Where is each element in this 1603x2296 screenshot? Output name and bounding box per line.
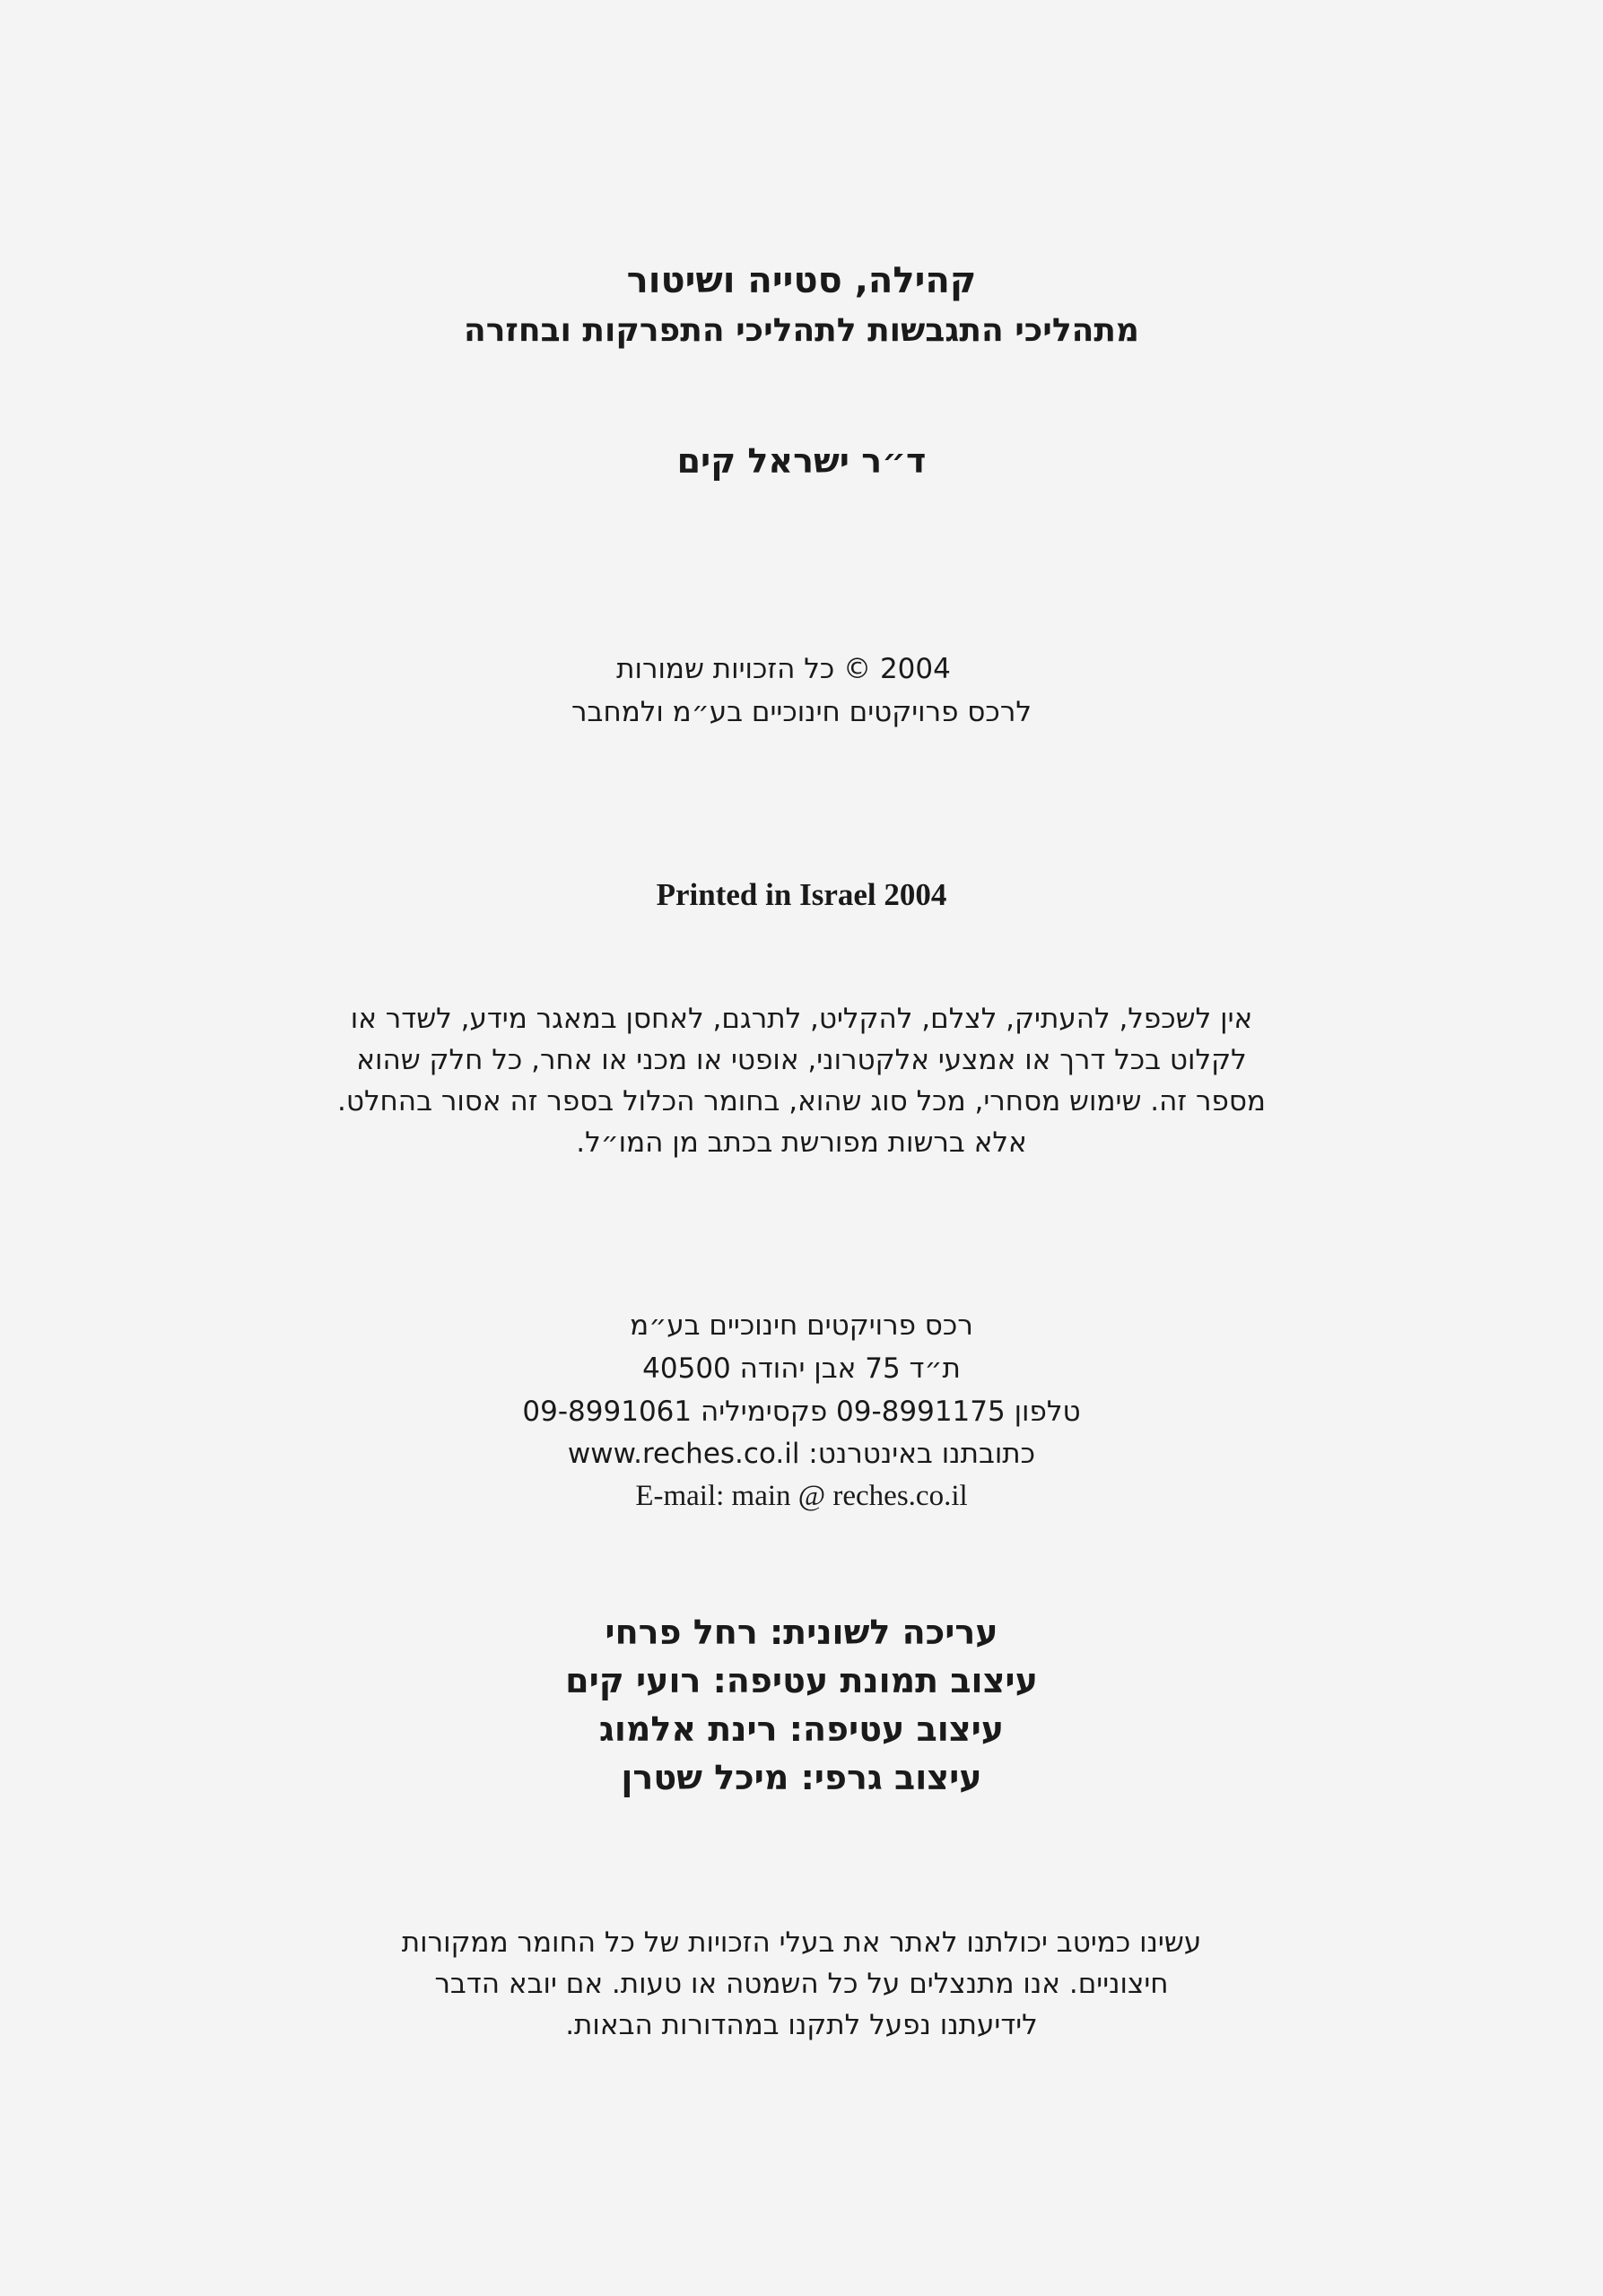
book-title: קהילה, סטייה ושיטור: [626, 260, 977, 301]
disclaimer-line: חיצוניים. אנו מתנצלים על כל השמטה או טעות. אם יובא הדבר: [434, 1968, 1169, 2000]
credit-cover-design: עיצוב עטיפה: רינת אלמוג: [598, 1709, 1005, 1749]
copyright-holder: לרכס פרויקטים חינוכיים בע״מ ולמחבר: [571, 696, 1032, 728]
legal-notice-line: מספר זה. שימוש מסחרי, מכל סוג שהוא, בחומר הכלול בספר זה אסור בהחלט.: [336, 1085, 1266, 1118]
book-subtitle: מתהליכי התגבשות לתהליכי התפרקות ובחזרה: [464, 312, 1139, 349]
publisher-website: כתובתנו באינטרנט: www.reches.co.il: [567, 1438, 1036, 1470]
author-name: ד״ר ישראל קים: [676, 441, 927, 481]
publisher-address: ת״ד 75 אבן יהודה 40500: [642, 1352, 961, 1385]
disclaimer-line: עשינו כמיטב יכולתנו לאתר את בעלי הזכויות של כל החומר ממקורות: [401, 1926, 1202, 1959]
publisher-email: E-mail: main @ reches.co.il: [635, 1480, 968, 1512]
disclaimer-line: לידיעתנו נפעל לתקנו במהדורות הבאות.: [565, 2009, 1038, 2041]
copyright-line: 2004 © כל הזכויות שמורות: [616, 653, 951, 685]
publisher-name: רכס פרויקטים חינוכיים בע״מ: [630, 1309, 973, 1342]
legal-notice-line: לקלוט בכל דרך או אמצעי אלקטרוני, אופטי או מכני או אחר, כל חלק שהוא: [356, 1044, 1247, 1076]
legal-notice-line: אלא ברשות מפורשת בכתב מן המו״ל.: [576, 1126, 1027, 1159]
legal-notice-line: אין לשכפל, להעתיק, לצלם, להקליט, לתרגם, לאחסן במאגר מידע, לשדר או: [350, 1003, 1253, 1035]
credit-language-editing: עריכה לשונית: רחל פרחי: [605, 1613, 998, 1652]
credit-graphic-design: עיצוב גרפי: מיכל שטרן: [621, 1758, 982, 1797]
credit-cover-image: עיצוב תמונת עטיפה: רועי קים: [565, 1661, 1038, 1700]
printed-in: Printed in Israel 2004: [656, 877, 947, 912]
publisher-phone: טלפון 09-8991175 פקסימיליה 09-8991061: [522, 1396, 1081, 1428]
